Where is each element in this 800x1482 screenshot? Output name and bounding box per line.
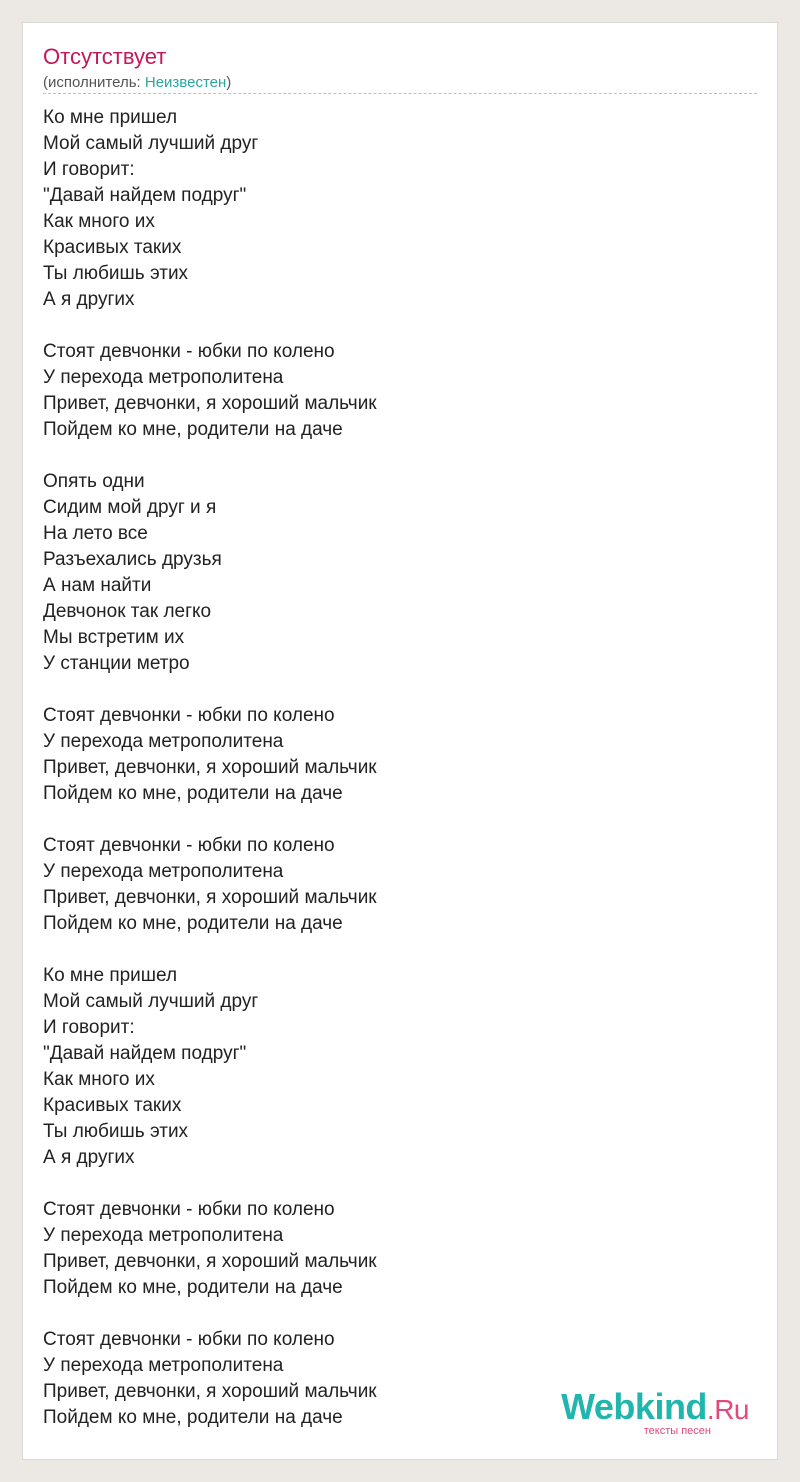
lyric-line: Пойдем ко мне, родители на даче [43,913,343,934]
lyric-line: Мой самый лучший друг [43,133,259,154]
lyric-line: Привет, девчонки, я хороший мальчик [43,1381,377,1402]
logo-tagline: тексты песен [643,1425,711,1437]
lyric-line: И говорит: [43,159,135,180]
title-divider [43,93,757,94]
lyric-line: А я других [43,289,135,310]
lyrics-card [22,22,778,1460]
lyric-line: На лето все [43,523,148,544]
lyric-line: Пойдем ко мне, родители на даче [43,783,343,804]
stanza-break [43,1171,743,1197]
lyric-line: Как много их [43,1069,155,1090]
lyric-line: Пойдем ко мне, родители на даче [43,1407,343,1428]
lyric-line: "Давай найдем подруг" [43,185,247,206]
lyric-line: Привет, девчонки, я хороший мальчик [43,393,377,414]
lyric-line: Мой самый лучший друг [43,991,259,1012]
lyric-line: Сидим мой друг и я [43,497,217,518]
lyric-line: У перехода метрополитена [43,731,284,752]
lyric-line: Стоят девчонки - юбки по колено [43,341,335,362]
artist-prefix: (исполнитель: [43,74,145,91]
lyric-line: Пойдем ко мне, родители на даче [43,419,343,440]
lyric-line: Ты любишь этих [43,1121,189,1142]
stanza-break [43,937,743,963]
site-logo[interactable] [561,1388,749,1437]
lyric-line: Ко мне пришел [43,107,178,128]
logo-tld: .Ru [706,1394,749,1425]
lyric-line: Красивых таких [43,1095,182,1116]
artist-link[interactable]: Неизвестен [144,74,227,91]
lyric-line: У перехода метрополитена [43,1355,284,1376]
lyric-line: А я других [43,1147,135,1168]
lyric-line: Разъехались друзья [43,549,222,570]
lyric-line: И говорит: [43,1017,135,1038]
lyrics-text [43,105,743,1431]
lyric-line: Стоят девчонки - юбки по колено [43,1199,335,1220]
lyric-line: Ты любишь этих [43,263,189,284]
song-title: Отсутствует [43,44,167,69]
artist-line [43,73,231,93]
lyric-line: Как много их [43,211,155,232]
lyric-line: Пойдем ко мне, родители на даче [43,1277,343,1298]
lyric-line: Мы встретим их [43,627,185,648]
stanza-break [43,1301,743,1327]
lyric-line: У перехода метрополитена [43,1225,284,1246]
lyric-line: У станции метро [43,653,190,674]
lyric-line: Привет, девчонки, я хороший мальчик [43,887,377,908]
logo-name: Webkind [561,1386,707,1427]
stanza-break [43,443,743,469]
lyric-line: Красивых таких [43,237,182,258]
lyric-line: Ко мне пришел [43,965,178,986]
lyric-line: Привет, девчонки, я хороший мальчик [43,1251,377,1272]
artist-suffix: ) [226,74,232,91]
lyric-line: Стоят девчонки - юбки по колено [43,835,335,856]
lyric-line: У перехода метрополитена [43,367,284,388]
lyric-line: Девчонок так легко [43,601,212,622]
lyric-line: У перехода метрополитена [43,861,284,882]
stanza-break [43,807,743,833]
lyric-line: Стоят девчонки - юбки по колено [43,705,335,726]
lyric-line: Опять одни [43,471,145,492]
lyric-line: А нам найти [43,575,152,596]
stanza-break [43,313,743,339]
lyric-line: Стоят девчонки - юбки по колено [43,1329,335,1350]
lyric-line: "Давай найдем подруг" [43,1043,247,1064]
lyric-line: Привет, девчонки, я хороший мальчик [43,757,377,778]
stanza-break [43,677,743,703]
